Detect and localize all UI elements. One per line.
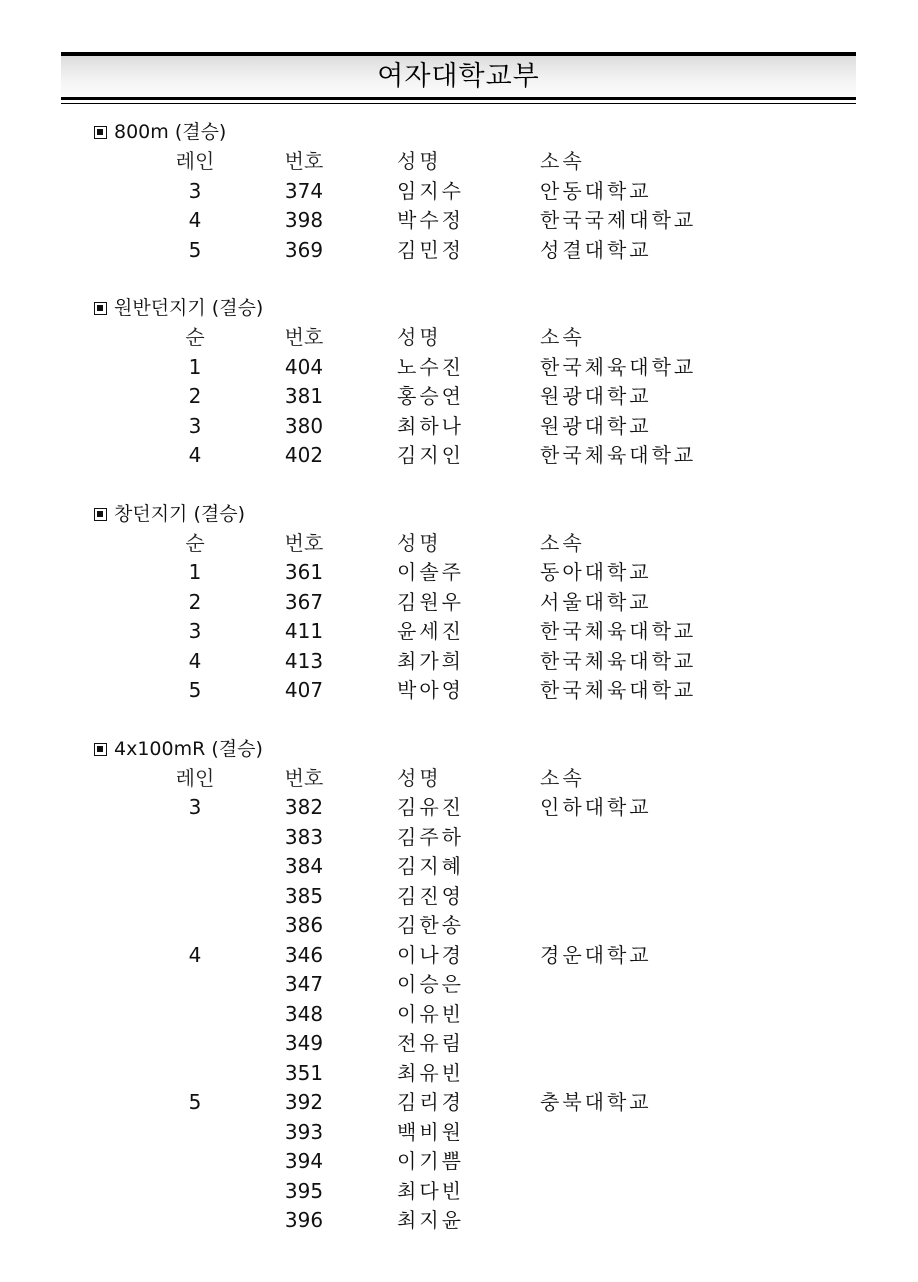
cell-name: 백비원: [397, 1119, 464, 1144]
cell-lane: 5: [188, 237, 202, 262]
table-row: [0, 941, 918, 971]
cell-lane: 5: [188, 1090, 202, 1114]
table-row: [0, 236, 918, 266]
header-number: 번호: [284, 765, 324, 790]
cell-affiliation: 안동대학교: [540, 178, 652, 203]
event-title: [0, 735, 918, 764]
cell-number: 381: [284, 384, 324, 408]
cell-name: 최유빈: [397, 1060, 464, 1085]
event-section: [0, 500, 918, 706]
cell-rank: 1: [188, 560, 202, 584]
square-bullet-icon: [94, 126, 107, 139]
cell-lane: 3: [188, 178, 202, 203]
header-affiliation: 소속: [540, 149, 585, 173]
cell-rank: 1: [188, 354, 202, 379]
cell-name: 김리경: [397, 1090, 464, 1114]
table-row: [0, 970, 918, 1000]
cell-rank: 4: [188, 443, 202, 467]
event-list: [0, 118, 918, 1265]
header-name: 성명: [397, 530, 442, 555]
cell-number: 374: [284, 178, 324, 203]
cell-rank: 2: [188, 589, 202, 614]
cell-number: 348: [284, 1001, 324, 1026]
cell-name: 최다빈: [397, 1178, 464, 1203]
header-affiliation: 소속: [540, 530, 585, 555]
cell-number: 347: [284, 972, 324, 996]
square-bullet-icon: [94, 743, 107, 756]
table-row: [0, 1059, 918, 1089]
cell-name: 김주하: [397, 824, 464, 849]
header-number: 번호: [284, 325, 324, 349]
table-row: [0, 882, 918, 912]
event-title-text: 창던지기 (결승): [114, 502, 245, 525]
table-row: [0, 911, 918, 941]
table-row: [0, 177, 918, 207]
table-row: [0, 353, 918, 383]
table-row: [0, 588, 918, 618]
cell-name: 이기쁨: [397, 1149, 464, 1173]
cell-affiliation: 원광대학교: [540, 413, 652, 438]
table-row: [0, 852, 918, 882]
cell-number: 394: [284, 1149, 324, 1173]
header-affiliation: 소속: [540, 765, 585, 790]
cell-affiliation: 한국체육대학교: [540, 443, 697, 467]
cell-name: 김지인: [397, 443, 464, 467]
table-row: [0, 1000, 918, 1030]
table-row: [0, 676, 918, 706]
header-rank: 순: [185, 530, 205, 555]
cell-name: 최지윤: [397, 1208, 464, 1232]
cell-affiliation: 한국국제대학교: [540, 208, 697, 232]
header-name: 성명: [397, 149, 442, 173]
table-row: [0, 1206, 918, 1236]
cell-number: 349: [284, 1031, 324, 1055]
cell-name: 임지수: [397, 178, 464, 203]
cell-affiliation: 서울대학교: [540, 589, 652, 614]
cell-affiliation: 동아대학교: [540, 560, 652, 584]
event-title: [0, 294, 918, 323]
table-row: [0, 206, 918, 236]
cell-number: 392: [284, 1090, 324, 1114]
event-title-text: 800m (결승): [114, 121, 227, 143]
cell-name: 이나경: [397, 942, 464, 967]
cell-affiliation: 경운대학교: [540, 942, 652, 967]
cell-name: 박아영: [397, 678, 464, 702]
event-section: [0, 735, 918, 1236]
cell-affiliation: 한국체육대학교: [540, 619, 697, 643]
table-row: [0, 823, 918, 853]
header-lane: 레인: [175, 149, 215, 173]
cell-rank: 2: [188, 384, 202, 408]
cell-lane: 4: [188, 942, 202, 967]
cell-number: 383: [284, 824, 324, 849]
cell-affiliation: 한국체육대학교: [540, 678, 697, 702]
header-affiliation: 소속: [540, 325, 585, 349]
cell-rank: 5: [188, 678, 202, 702]
event-section: [0, 294, 918, 471]
cell-number: 413: [284, 648, 324, 673]
header-rank: 순: [185, 325, 205, 349]
table-row: [0, 1088, 918, 1118]
event-title: [0, 118, 918, 147]
table-row: [0, 1118, 918, 1148]
cell-number: 351: [284, 1060, 324, 1085]
cell-number: 411: [284, 619, 324, 643]
cell-number: 361: [284, 560, 324, 584]
cell-name: 김유진: [397, 795, 464, 819]
cell-number: 369: [284, 237, 324, 262]
cell-affiliation: 인하대학교: [540, 795, 652, 819]
header-name: 성명: [397, 325, 442, 349]
cell-name: 홍승연: [397, 384, 464, 408]
cell-name: 이솔주: [397, 560, 464, 584]
header-row: [0, 764, 918, 794]
cell-number: 346: [284, 942, 324, 967]
cell-rank: 4: [188, 648, 202, 673]
cell-number: 380: [284, 413, 324, 438]
cell-number: 395: [284, 1178, 324, 1203]
cell-number: 393: [284, 1119, 324, 1144]
table-row: [0, 617, 918, 647]
cell-number: 384: [284, 854, 324, 878]
cell-affiliation: 한국체육대학교: [540, 354, 697, 379]
cell-affiliation: 한국체육대학교: [540, 648, 697, 673]
cell-affiliation: 원광대학교: [540, 384, 652, 408]
cell-name: 김민정: [397, 237, 464, 262]
header-row: [0, 147, 918, 177]
cell-number: 382: [284, 795, 324, 819]
cell-number: 385: [284, 883, 324, 908]
table-row: [0, 647, 918, 677]
table-row: [0, 1147, 918, 1177]
cell-name: 박수정: [397, 208, 464, 232]
header-row: [0, 529, 918, 559]
cell-name: 김한송: [397, 913, 464, 937]
cell-lane: 3: [188, 795, 202, 819]
cell-number: 396: [284, 1208, 324, 1232]
table-row: [0, 558, 918, 588]
cell-number: 407: [284, 678, 324, 702]
cell-lane: 4: [188, 208, 202, 232]
event-title-text: 원반던지기 (결승): [114, 297, 264, 319]
cell-name: 노수진: [397, 354, 464, 379]
title-rule-bottom: [61, 97, 856, 100]
cell-number: 367: [284, 589, 324, 614]
cell-name: 최가희: [397, 648, 464, 673]
cell-rank: 3: [188, 619, 202, 643]
cell-name: 이유빈: [397, 1001, 464, 1026]
cell-name: 전유림: [397, 1031, 464, 1055]
event-title-text: 4x100mR (결승): [114, 737, 263, 760]
table-row: [0, 1177, 918, 1207]
event-title: [0, 500, 918, 529]
title-rule-bottom-thin: [61, 103, 856, 104]
table-row: [0, 441, 918, 471]
cell-number: 398: [284, 208, 324, 232]
cell-name: 김진영: [397, 883, 464, 908]
cell-affiliation: 성결대학교: [540, 237, 652, 262]
square-bullet-icon: [94, 302, 107, 315]
header-lane: 레인: [175, 765, 215, 790]
cell-affiliation: 충북대학교: [540, 1090, 652, 1114]
title-rule-top: [61, 52, 856, 56]
cell-rank: 3: [188, 413, 202, 438]
cell-number: 386: [284, 913, 324, 937]
cell-name: 윤세진: [397, 619, 464, 643]
header-row: [0, 323, 918, 353]
header-number: 번호: [284, 530, 324, 555]
cell-name: 최하나: [397, 413, 464, 438]
cell-name: 김원우: [397, 589, 464, 614]
cell-name: 김지혜: [397, 854, 464, 878]
table-row: [0, 382, 918, 412]
cell-name: 이승은: [397, 972, 464, 996]
cell-number: 404: [284, 354, 324, 379]
table-row: [0, 412, 918, 442]
table-row: [0, 1029, 918, 1059]
square-bullet-icon: [94, 508, 107, 521]
header-name: 성명: [397, 765, 442, 790]
event-section: [0, 118, 918, 265]
header-number: 번호: [284, 149, 324, 173]
table-row: [0, 793, 918, 823]
cell-number: 402: [284, 443, 324, 467]
page-title: 여자대학교부: [377, 61, 540, 92]
